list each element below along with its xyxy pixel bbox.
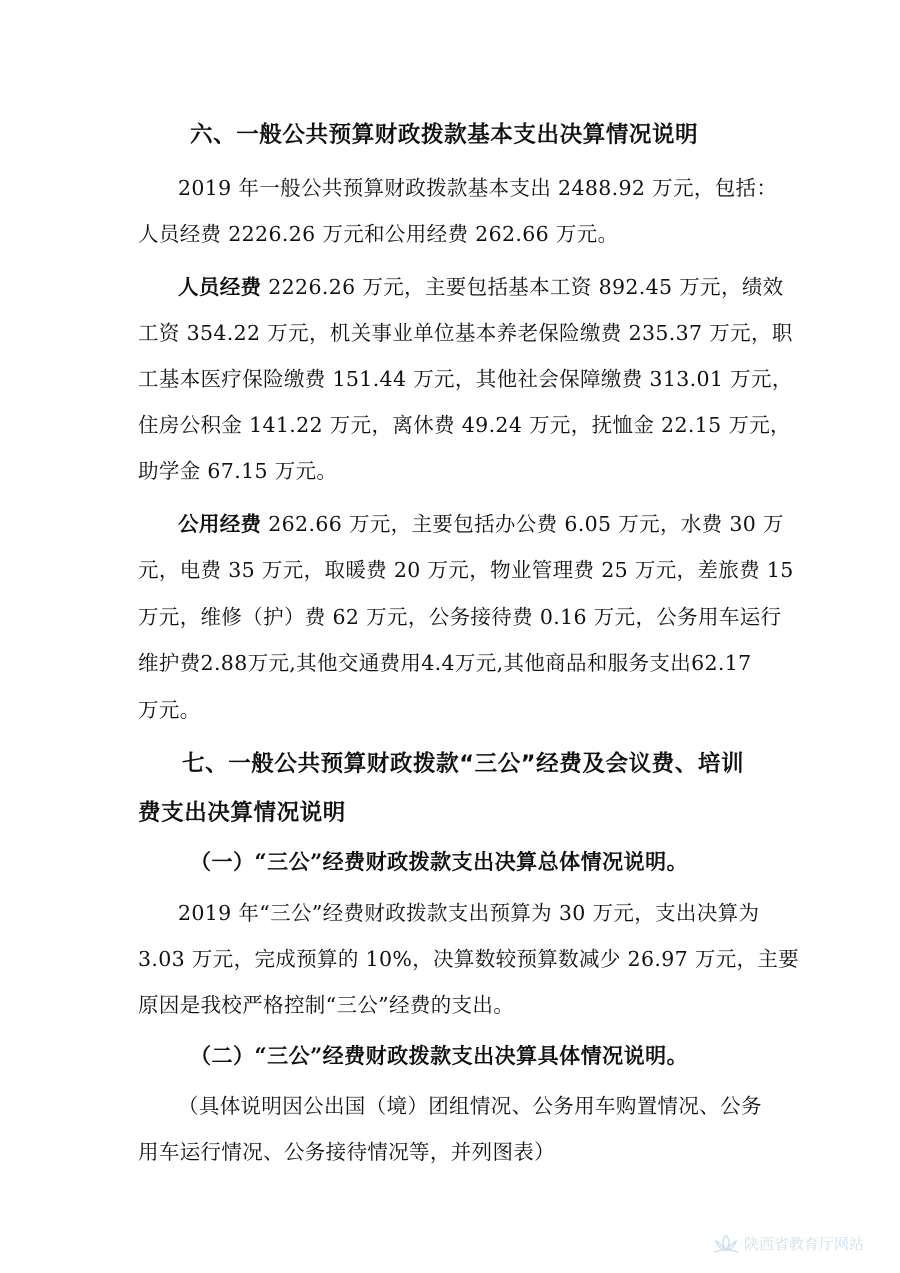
personnel-expense-line-3: 工基本医疗保险缴费 151.44 万元，其他社会保障缴费 313.01 万元， xyxy=(138,367,793,391)
public-expense-label: 公用经费 xyxy=(178,512,262,536)
section-7-heading-line-2: 费支出决算情况说明 xyxy=(138,800,346,826)
watermark xyxy=(712,1228,864,1258)
watermark-text: 陕西省教育厅网站 xyxy=(744,1234,865,1253)
public-expense-line-1-text: 262.66 万元，主要包括办公费 6.05 万元，水费 30 万 xyxy=(261,512,784,536)
subsection-1-line-1: 2019 年“三公”经费财政拨款支出预算为 30 万元，支出决算为 xyxy=(178,901,760,925)
public-expense-line-3: 万元，维修（护）费 62 万元，公务接待费 0.16 万元，公务用车运行 xyxy=(138,605,782,629)
personnel-expense-line-5: 助学金 67.15 万元。 xyxy=(138,459,338,483)
public-expense-line-1 xyxy=(178,507,784,537)
subsection-1-line-2: 3.03 万元，完成预算的 10%，决算数较预算数减少 26.97 万元，主要 xyxy=(138,947,800,971)
personnel-expense-line-2: 工资 354.22 万元，机关事业单位基本养老保险缴费 235.37 万元，职 xyxy=(138,321,793,345)
lotus-logo-icon xyxy=(712,1232,740,1254)
public-expense-line-2: 元，电费 35 万元，取暖费 20 万元，物业管理费 25 万元，差旅费 15 xyxy=(138,558,794,582)
subsection-2-line-2: 用车运行情况、公务接待情况等，并列图表） xyxy=(138,1140,555,1164)
subsection-2-line-1: （具体说明因公出国（境）团组情况、公务用车购置情况、公务 xyxy=(178,1094,762,1118)
section-6-intro-line-2: 人员经费 2226.26 万元和公用经费 262.66 万元。 xyxy=(138,222,619,246)
personnel-expense-label: 人员经费 xyxy=(178,275,262,299)
personnel-expense-line-1 xyxy=(178,270,784,300)
subsection-1-title: （一）“三公”经费财政拨款支出决算总体情况说明。 xyxy=(190,849,689,874)
personnel-expense-line-4: 住房公积金 141.22 万元，离休费 49.24 万元，抚恤金 22.15 万元， xyxy=(138,413,791,437)
subsection-2-title: （二）“三公”经费财政拨款支出决算具体情况说明。 xyxy=(190,1043,689,1068)
personnel-expense-line-1-text: 2226.26 万元，主要包括基本工资 892.45 万元，绩效 xyxy=(261,275,784,299)
section-6-intro-line-1: 2019 年一般公共预算财政拨款基本支出 2488.92 万元，包括： xyxy=(178,176,778,200)
public-expense-line-5: 万元。 xyxy=(138,698,201,722)
section-7-heading-line-1: 七、一般公共预算财政拨款“三公”经费及会议费、培训 xyxy=(182,751,745,777)
public-expense-line-4: 维护费2.88万元,其他交通费用4.4万元,其他商品和服务支出62.17 xyxy=(138,651,752,675)
subsection-1-line-3: 原因是我校严格控制“三公”经费的支出。 xyxy=(138,993,515,1017)
section-6-heading: 六、一般公共预算财政拨款基本支出决算情况说明 xyxy=(190,122,699,148)
